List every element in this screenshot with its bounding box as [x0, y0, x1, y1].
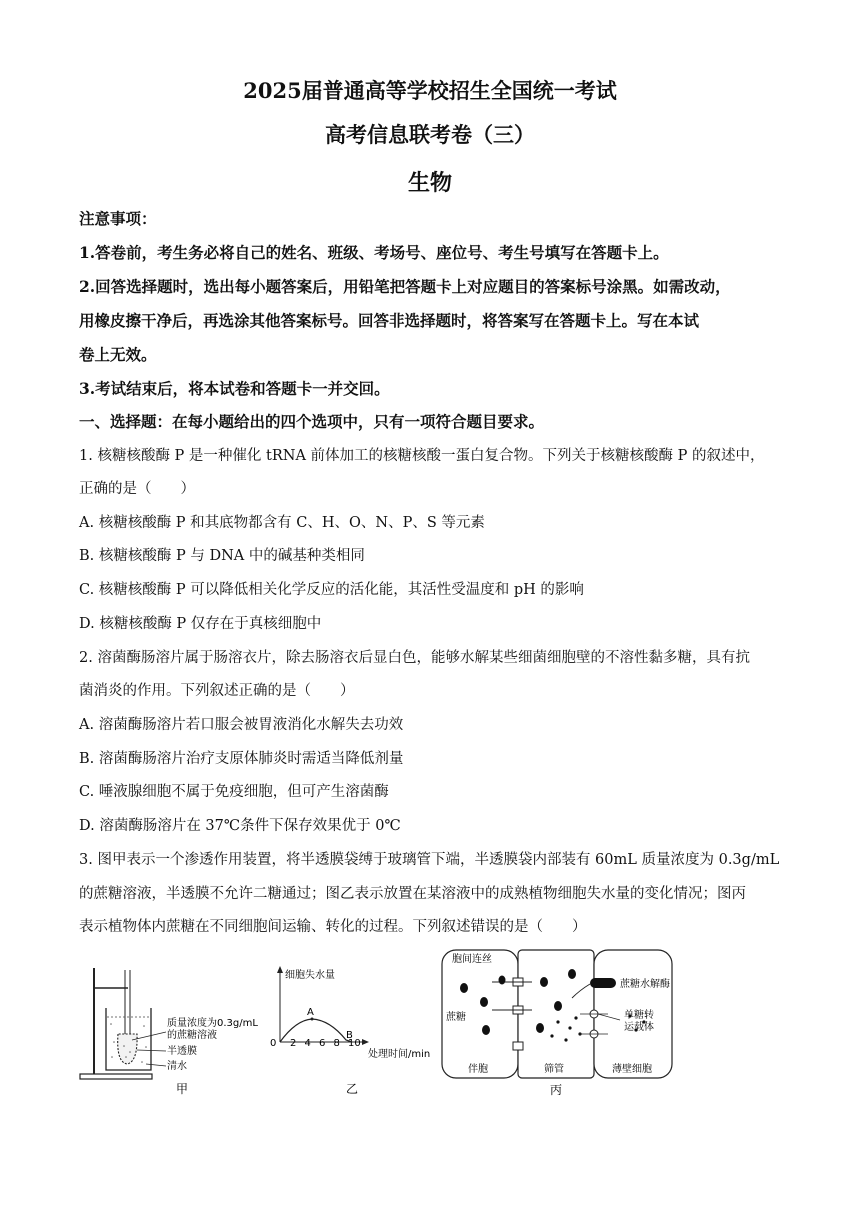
- water-loss-chart: [268, 962, 438, 1102]
- y-axis-label: 细胞失水量: [285, 970, 335, 981]
- subject-title: 生物: [407, 170, 452, 196]
- point-b-label: B: [346, 1030, 353, 1041]
- label-transporter-2: 运载体: [624, 1022, 654, 1033]
- label-membrane: 半透膜: [167, 1046, 197, 1057]
- label-plasmodesmata: 胞间连丝: [452, 954, 492, 965]
- q2-option-a: A. 溶菌酶肠溶片若口服会被胃液消化水解失去功效: [79, 717, 404, 733]
- q1-option-d: D. 核糖核酸酶 P 仅存在于真核细胞中: [79, 616, 322, 632]
- figure-bing: [440, 946, 700, 1102]
- q2-stem-line-1: 2. 溶菌酶肠溶片属于肠溶衣片，除去肠溶衣后显白色，能够水解某些细菌细胞壁的不溶性黏多糖，具有抗: [79, 650, 750, 666]
- exam-title: 2025届普通高等学校招生全国统一考试: [243, 78, 617, 103]
- q3-stem-line-2: 的蔗糖溶液，半透膜不允许二糖通过；图乙表示放置在某溶液中的成熟植物细胞失水量的变化情况；图丙: [79, 886, 746, 902]
- notes-item-2-line-3: 卷上无效。: [79, 345, 157, 364]
- label-solution-2: 的蔗糖溶液: [167, 1030, 217, 1041]
- x-axis-label: 处理时间/min: [368, 1049, 431, 1060]
- osmosis-apparatus-diagram: [76, 962, 261, 1102]
- stand-base: [80, 1074, 152, 1079]
- notes-heading: 注意事项：: [79, 209, 157, 228]
- q1-option-a: A. 核糖核酸酶 P 和其底物都含有 C、H、O、N、P、S 等元素: [79, 515, 485, 531]
- x-tick-label: 4: [304, 1038, 311, 1049]
- figure-yi: [268, 962, 438, 1102]
- label-companion-cell: 伴胞: [468, 1064, 488, 1075]
- q3-stem-line-3: 表示植物体内蔗糖在不同细胞间运输、转化的过程。下列叙述错误的是（ ）: [79, 919, 587, 935]
- q1-option-b: B. 核糖核酸酶 P 与 DNA 中的碱基种类相同: [79, 548, 365, 564]
- figure-jia: [76, 962, 261, 1102]
- membrane-bag: [118, 1034, 137, 1064]
- q2-option-b: B. 溶菌酶肠溶片治疗支原体肺炎时需适当降低剂量: [79, 751, 404, 767]
- label-invertase: 蔗糖水解酶: [620, 979, 670, 990]
- caption-jia: 甲: [176, 1082, 189, 1096]
- notes-item-3: 3.考试结束后，将本试卷和答题卡一并交回。: [79, 379, 390, 398]
- label-sucrose: 蔗糖: [446, 1012, 466, 1023]
- q2-stem-line-2: 菌消炎的作用。下列叙述正确的是（ ）: [79, 683, 355, 699]
- q1-stem-line-1: 1. 核糖核酸酶 P 是一种催化 tRNA 前体加工的核糖核酸一蛋白复合物。下列关于核糖核酸酶 P 的叙述中，: [79, 448, 765, 464]
- sucrose-transport-diagram: [440, 946, 700, 1102]
- label-transporter-1: 单糖转: [624, 1010, 654, 1021]
- label-parenchyma: 薄壁细胞: [612, 1064, 652, 1075]
- x-tick-label: 8: [333, 1038, 340, 1049]
- point-a-label: A: [307, 1007, 314, 1018]
- label-water: 清水: [167, 1061, 187, 1072]
- origin-label: 0: [270, 1038, 277, 1049]
- x-tick-label: 6: [319, 1038, 326, 1049]
- y-axis-arrow: [277, 966, 283, 973]
- x-axis-arrow: [362, 1039, 369, 1045]
- caption-bing: 丙: [550, 1083, 563, 1097]
- plasmodesma-3: [513, 1042, 523, 1050]
- leader-water: [146, 1064, 166, 1066]
- leader-solution: [132, 1032, 166, 1040]
- x-tick-label: 10: [348, 1038, 361, 1049]
- x-tick-label: 2: [290, 1038, 297, 1049]
- caption-yi: 乙: [346, 1082, 359, 1096]
- notes-item-2-line-1: 2.回答选择题时，选出每小题答案后，用铅笔把答题卡上对应题目的答案标号涂黑。如需改动，: [79, 277, 731, 296]
- q2-option-d: D. 溶菌酶肠溶片在 37℃条件下保存效果优于 0℃: [79, 818, 401, 834]
- q2-option-c: C. 唾液腺细胞不属于免疫细胞，但可产生溶菌酶: [79, 784, 389, 800]
- notes-item-2-line-2: 用橡皮擦干净后，再选涂其他答案标号。回答非选择题时，将答案写在答题卡上。写在本试: [79, 311, 700, 330]
- notes-item-1: 1.答卷前，考生务必将自己的姓名、班级、考场号、座位号、考生号填写在答题卡上。: [79, 243, 669, 262]
- exam-subtitle: 高考信息联考卷（三）: [325, 122, 535, 147]
- q1-stem-line-2: 正确的是（ ）: [79, 481, 195, 497]
- label-sieve-tube: 筛管: [544, 1064, 564, 1075]
- q3-stem-line-1: 3. 图甲表示一个渗透作用装置，将半透膜袋缚于玻璃管下端，半透膜袋内部装有 60mL 质量浓度为 0.3g/mL: [79, 852, 780, 868]
- section-heading: 一、选择题：在每小题给出的四个选项中，只有一项符合题目要求。: [79, 412, 545, 431]
- leader-membrane: [137, 1050, 166, 1051]
- label-solution-1: 质量浓度为0.3g/mL: [167, 1018, 258, 1029]
- invertase-enzyme: [590, 978, 616, 988]
- q1-option-c: C. 核糖核酸酶 P 可以降低相关化学反应的活化能，其活性受温度和 pH 的影响: [79, 582, 584, 598]
